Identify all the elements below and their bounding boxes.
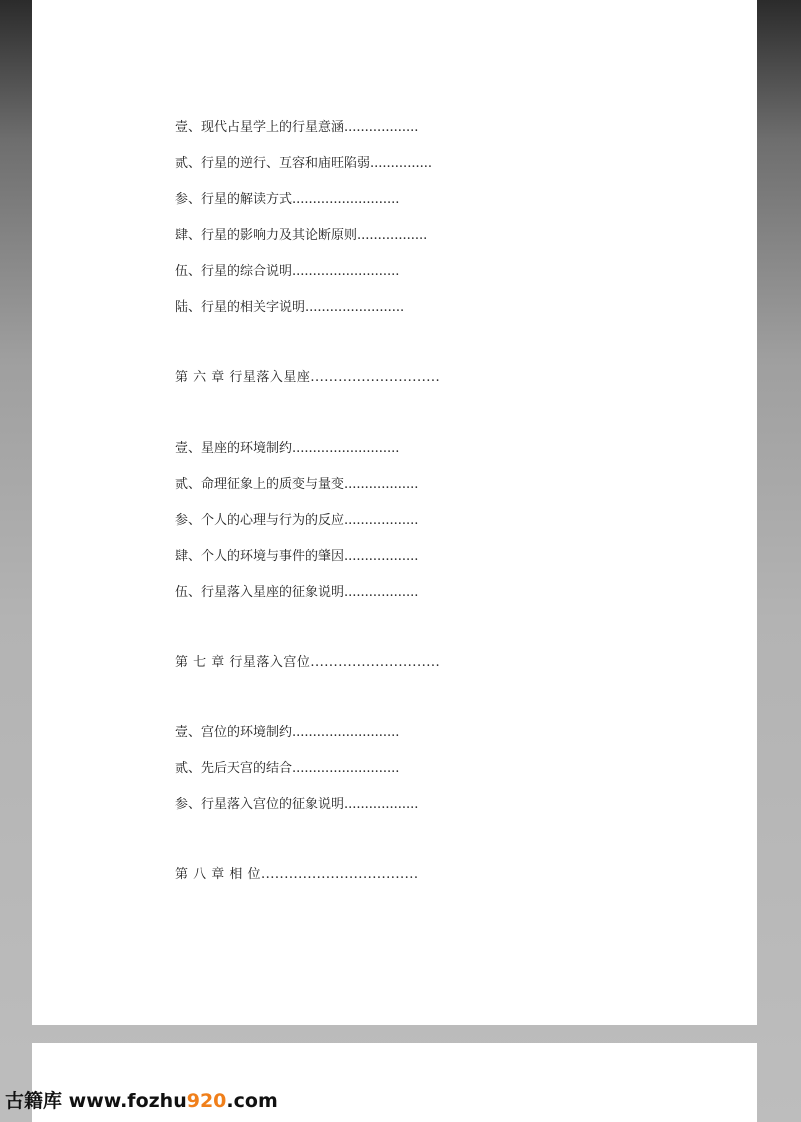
toc-chapter-heading: 第 八 章 相 位.................................. bbox=[175, 867, 419, 882]
toc-entry: 肆、个人的环境与事件的肇因.................. bbox=[175, 549, 419, 564]
site-watermark bbox=[2, 1086, 281, 1116]
toc-entry: 贰、先后天宫的结合.......................... bbox=[175, 761, 400, 776]
toc-chapter-heading: 第 六 章 行星落入星座............................ bbox=[175, 370, 441, 385]
toc-entry: 壹、宫位的环境制约.......................... bbox=[175, 725, 400, 740]
watermark-url-suffix: .com bbox=[226, 1090, 278, 1112]
toc-entry: 参、行星落入宫位的征象说明.................. bbox=[175, 797, 419, 812]
toc-entry: 壹、现代占星学上的行星意涵.................. bbox=[175, 120, 419, 135]
toc-entry: 伍、行星落入星座的征象说明.................. bbox=[175, 585, 419, 600]
toc-chapter-heading: 第 七 章 行星落入宫位............................ bbox=[175, 655, 441, 670]
toc-entry: 参、行星的解读方式.......................... bbox=[175, 192, 400, 207]
toc-entry: 贰、行星的逆行、互容和庙旺陷弱............... bbox=[175, 156, 432, 171]
watermark-url-prefix: www.fozhu bbox=[68, 1090, 187, 1112]
toc-entry: 壹、星座的环境制约.......................... bbox=[175, 441, 400, 456]
document-page bbox=[32, 0, 757, 1025]
toc-entry: 贰、命理征象上的质变与量变.................. bbox=[175, 477, 419, 492]
toc-entry: 伍、行星的综合说明.......................... bbox=[175, 264, 400, 279]
watermark-url-number: 920 bbox=[186, 1090, 227, 1112]
toc-entry: 肆、行星的影响力及其论断原则................. bbox=[175, 228, 428, 243]
toc-entry: 参、个人的心理与行为的反应.................. bbox=[175, 513, 419, 528]
watermark-site-name: 古籍库 bbox=[5, 1090, 63, 1112]
toc-entry: 陆、行星的相关字说明........................ bbox=[175, 300, 405, 315]
